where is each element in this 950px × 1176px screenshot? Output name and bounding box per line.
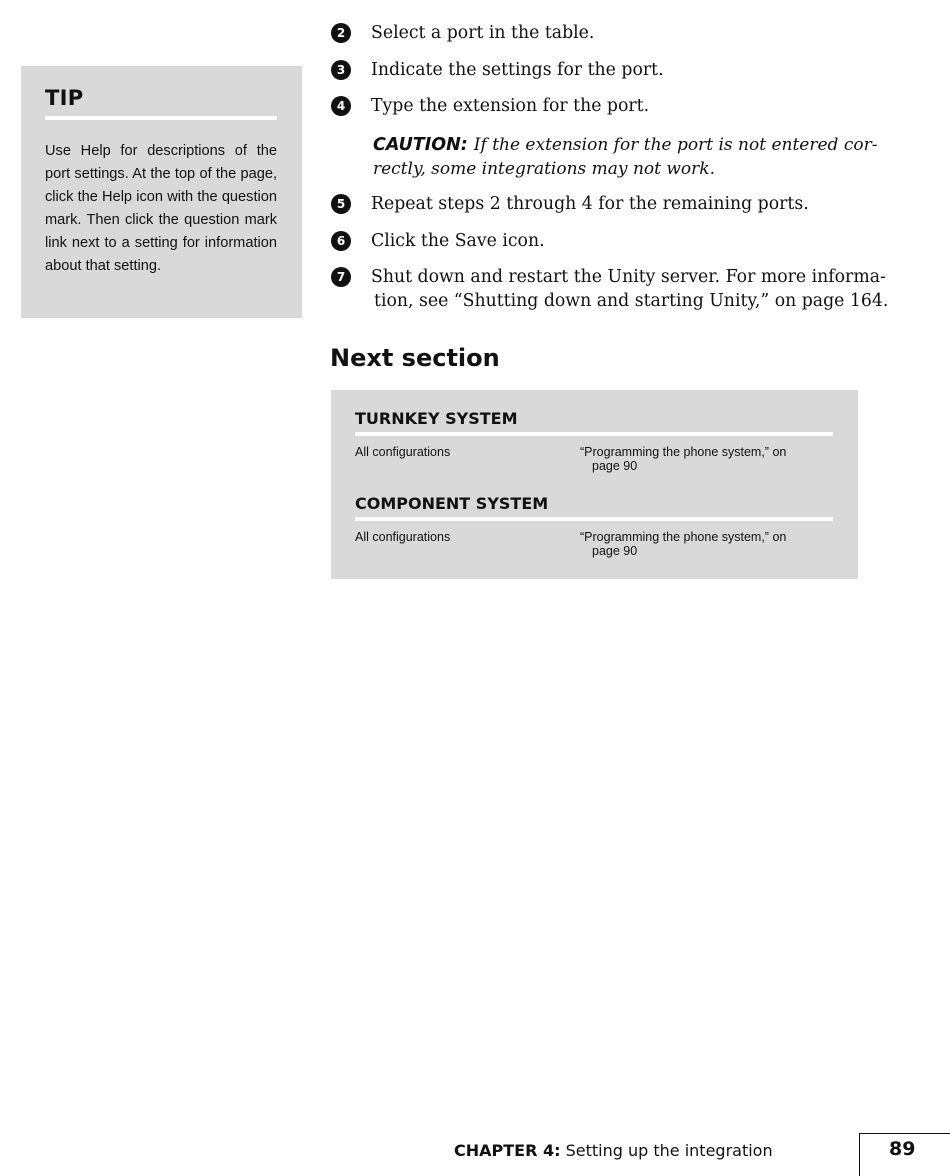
system-link-line-1: “Programming the phone system,” on — [580, 445, 787, 459]
system-link-line-2: page 90 — [592, 459, 638, 473]
step-text: Click the Save icon. — [371, 231, 545, 251]
system-row — [355, 445, 833, 475]
step-number-badge: 3 — [331, 60, 351, 80]
system-link[interactable] — [580, 445, 810, 473]
system-link-line-1: “Programming the phone system,” on — [580, 530, 787, 544]
caution-label: CAUTION: — [373, 135, 468, 155]
step-text-line-1: Shut down and restart the Unity server. For more informa- — [371, 267, 886, 287]
caution-line-2: rectly, some integrations may not work. — [373, 159, 715, 179]
system-title: COMPONENT SYSTEM — [355, 494, 833, 521]
page-number: 89 — [889, 1138, 916, 1160]
next-section-heading: Next section — [330, 344, 500, 372]
system-block-turnkey — [355, 409, 833, 475]
step-5 — [331, 192, 921, 216]
step-3 — [331, 58, 921, 82]
step-text: Type the extension for the port. — [371, 96, 650, 116]
system-config: All configurations — [355, 445, 451, 459]
step-number-badge: 2 — [331, 23, 351, 43]
step-number-badge: 5 — [331, 194, 351, 214]
chapter-label: CHAPTER 4: — [454, 1141, 561, 1160]
step-text-line-2: tion, see “Shutting down and starting Unity,” on page 164. — [374, 291, 889, 311]
next-section-box — [331, 390, 858, 579]
tip-box — [21, 66, 302, 318]
caution-text: If the extension for the port is not entered cor- — [473, 135, 878, 155]
step-6 — [331, 229, 921, 253]
step-2 — [331, 21, 921, 45]
step-number-badge: 7 — [331, 267, 351, 287]
system-block-component — [355, 494, 833, 560]
system-row — [355, 530, 833, 560]
caution-line-1 — [373, 133, 921, 157]
system-link[interactable] — [580, 530, 810, 558]
step-4 — [331, 94, 921, 118]
step-text: Select a port in the table. — [371, 23, 595, 43]
step-text: Indicate the settings for the port. — [371, 60, 664, 80]
tip-body: Use Help for descriptions of the port settings. At the top of the page, click the Help icon with the question mark. Then click the question mark link next to a setting for information about that setting. — [45, 143, 277, 274]
footer-chapter — [454, 1141, 773, 1160]
step-number-badge: 6 — [331, 231, 351, 251]
tip-title: TIP — [45, 86, 277, 120]
step-number-badge: 4 — [331, 96, 351, 116]
steps-list — [331, 20, 921, 313]
spacer — [355, 475, 833, 494]
system-config: All configurations — [355, 530, 451, 544]
chapter-title: Setting up the integration — [565, 1141, 773, 1160]
step-7 — [331, 265, 921, 313]
caution-note — [331, 133, 921, 181]
system-link-line-2: page 90 — [592, 544, 638, 558]
system-title: TURNKEY SYSTEM — [355, 409, 833, 436]
step-text: Repeat steps 2 through 4 for the remaining ports. — [371, 194, 809, 214]
